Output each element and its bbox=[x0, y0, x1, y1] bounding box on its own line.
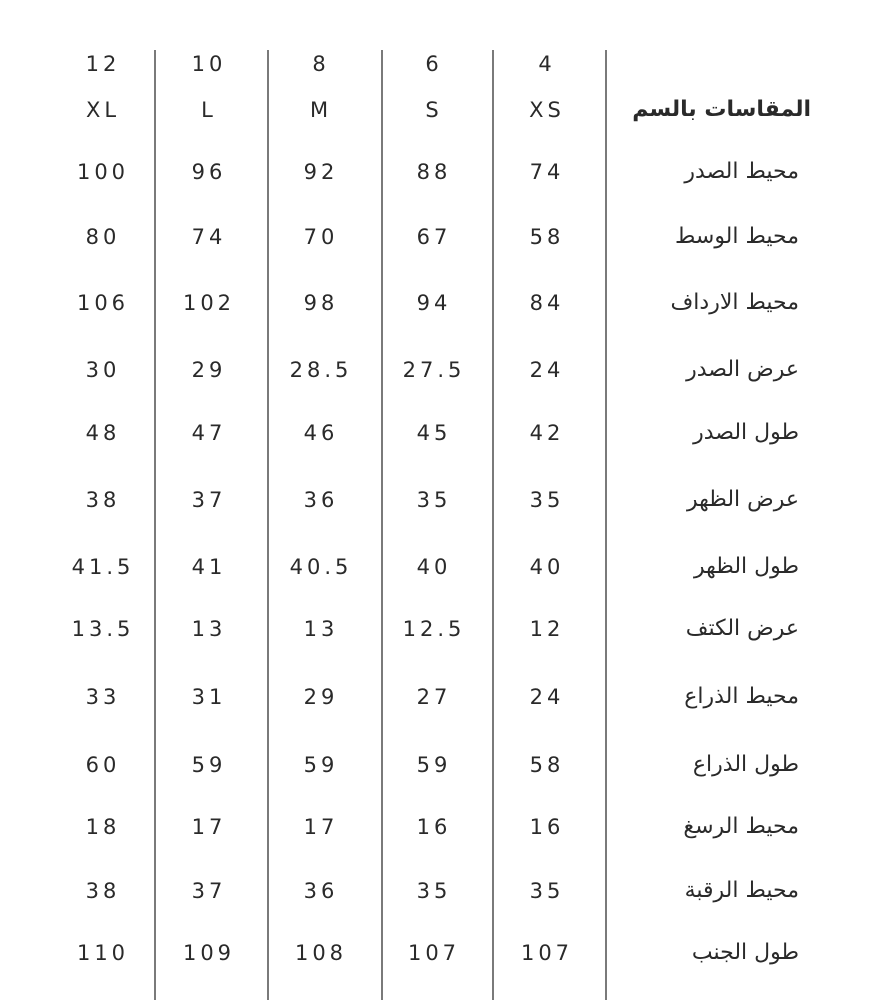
table-cell: 33 bbox=[85, 685, 121, 709]
table-cell: 29 bbox=[303, 685, 339, 709]
table-cell: 42 bbox=[529, 421, 565, 445]
table-cell: 37 bbox=[191, 488, 227, 512]
table-cell: 13 bbox=[303, 617, 339, 641]
table-cell: 88 bbox=[416, 160, 452, 184]
column-number: 6 bbox=[425, 52, 443, 76]
column-divider bbox=[381, 50, 383, 1000]
table-cell: 74 bbox=[191, 225, 227, 249]
table-cell: 40.5 bbox=[289, 555, 353, 579]
header-label: المقاسات بالسم bbox=[632, 97, 811, 122]
table-cell: 84 bbox=[529, 291, 565, 315]
table-cell: 30 bbox=[85, 358, 121, 382]
table-cell: 80 bbox=[85, 225, 121, 249]
row-label: طول الجنب bbox=[691, 940, 799, 965]
table-cell: 46 bbox=[303, 421, 339, 445]
table-cell: 74 bbox=[529, 160, 565, 184]
column-number: 12 bbox=[85, 52, 121, 76]
table-cell: 41.5 bbox=[71, 555, 135, 579]
table-cell: 109 bbox=[182, 941, 236, 965]
row-label: محيط الذراع bbox=[684, 684, 799, 709]
column-size: XL bbox=[85, 98, 121, 122]
row-label: طول الذراع bbox=[692, 752, 799, 777]
table-cell: 13.5 bbox=[71, 617, 135, 641]
table-cell: 100 bbox=[76, 160, 130, 184]
table-cell: 110 bbox=[76, 941, 130, 965]
table-cell: 40 bbox=[529, 555, 565, 579]
column-number: 8 bbox=[312, 52, 330, 76]
table-cell: 58 bbox=[529, 225, 565, 249]
table-cell: 17 bbox=[303, 815, 339, 839]
table-cell: 94 bbox=[416, 291, 452, 315]
column-size: XS bbox=[529, 98, 565, 122]
table-cell: 59 bbox=[303, 753, 339, 777]
column-size: L bbox=[201, 98, 217, 122]
table-cell: 98 bbox=[303, 291, 339, 315]
table-cell: 35 bbox=[529, 488, 565, 512]
column-number: 10 bbox=[191, 52, 227, 76]
table-cell: 41 bbox=[191, 555, 227, 579]
table-cell: 27.5 bbox=[402, 358, 466, 382]
table-cell: 36 bbox=[303, 488, 339, 512]
row-label: عرض الظهر bbox=[687, 487, 799, 512]
row-label: محيط الوسط bbox=[675, 224, 799, 249]
table-cell: 92 bbox=[303, 160, 339, 184]
column-divider bbox=[154, 50, 156, 1000]
table-cell: 96 bbox=[191, 160, 227, 184]
column-divider bbox=[267, 50, 269, 1000]
row-label: طول الظهر bbox=[694, 554, 799, 579]
table-cell: 29 bbox=[191, 358, 227, 382]
table-cell: 35 bbox=[416, 879, 452, 903]
row-label: عرض الصدر bbox=[686, 357, 799, 382]
table-cell: 16 bbox=[416, 815, 452, 839]
table-cell: 45 bbox=[416, 421, 452, 445]
table-cell: 70 bbox=[303, 225, 339, 249]
table-cell: 38 bbox=[85, 879, 121, 903]
row-label: محيط الرقبة bbox=[684, 878, 799, 903]
table-cell: 35 bbox=[529, 879, 565, 903]
table-cell: 108 bbox=[294, 941, 348, 965]
column-divider bbox=[492, 50, 494, 1000]
table-cell: 16 bbox=[529, 815, 565, 839]
row-label: محيط الرسغ bbox=[683, 814, 799, 839]
column-divider bbox=[605, 50, 607, 1000]
table-cell: 67 bbox=[416, 225, 452, 249]
table-cell: 38 bbox=[85, 488, 121, 512]
column-number: 4 bbox=[538, 52, 556, 76]
table-cell: 102 bbox=[182, 291, 236, 315]
table-cell: 59 bbox=[191, 753, 227, 777]
table-cell: 18 bbox=[85, 815, 121, 839]
table-cell: 37 bbox=[191, 879, 227, 903]
table-cell: 24 bbox=[529, 685, 565, 709]
column-size: S bbox=[425, 98, 443, 122]
table-cell: 24 bbox=[529, 358, 565, 382]
table-cell: 13 bbox=[191, 617, 227, 641]
table-cell: 12 bbox=[529, 617, 565, 641]
table-cell: 28.5 bbox=[289, 358, 353, 382]
table-cell: 17 bbox=[191, 815, 227, 839]
table-cell: 35 bbox=[416, 488, 452, 512]
table-cell: 47 bbox=[191, 421, 227, 445]
table-cell: 27 bbox=[416, 685, 452, 709]
table-cell: 58 bbox=[529, 753, 565, 777]
table-cell: 12.5 bbox=[402, 617, 466, 641]
row-label: عرض الكتف bbox=[685, 616, 799, 641]
table-cell: 107 bbox=[407, 941, 461, 965]
column-size: M bbox=[309, 98, 333, 122]
table-cell: 106 bbox=[76, 291, 130, 315]
table-cell: 31 bbox=[191, 685, 227, 709]
row-label: محيط الارداف bbox=[670, 290, 799, 315]
table-cell: 60 bbox=[85, 753, 121, 777]
table-cell: 36 bbox=[303, 879, 339, 903]
table-cell: 40 bbox=[416, 555, 452, 579]
row-label: طول الصدر bbox=[693, 420, 799, 445]
table-cell: 48 bbox=[85, 421, 121, 445]
table-cell: 59 bbox=[416, 753, 452, 777]
table-cell: 107 bbox=[520, 941, 574, 965]
row-label: محيط الصدر bbox=[684, 159, 799, 184]
